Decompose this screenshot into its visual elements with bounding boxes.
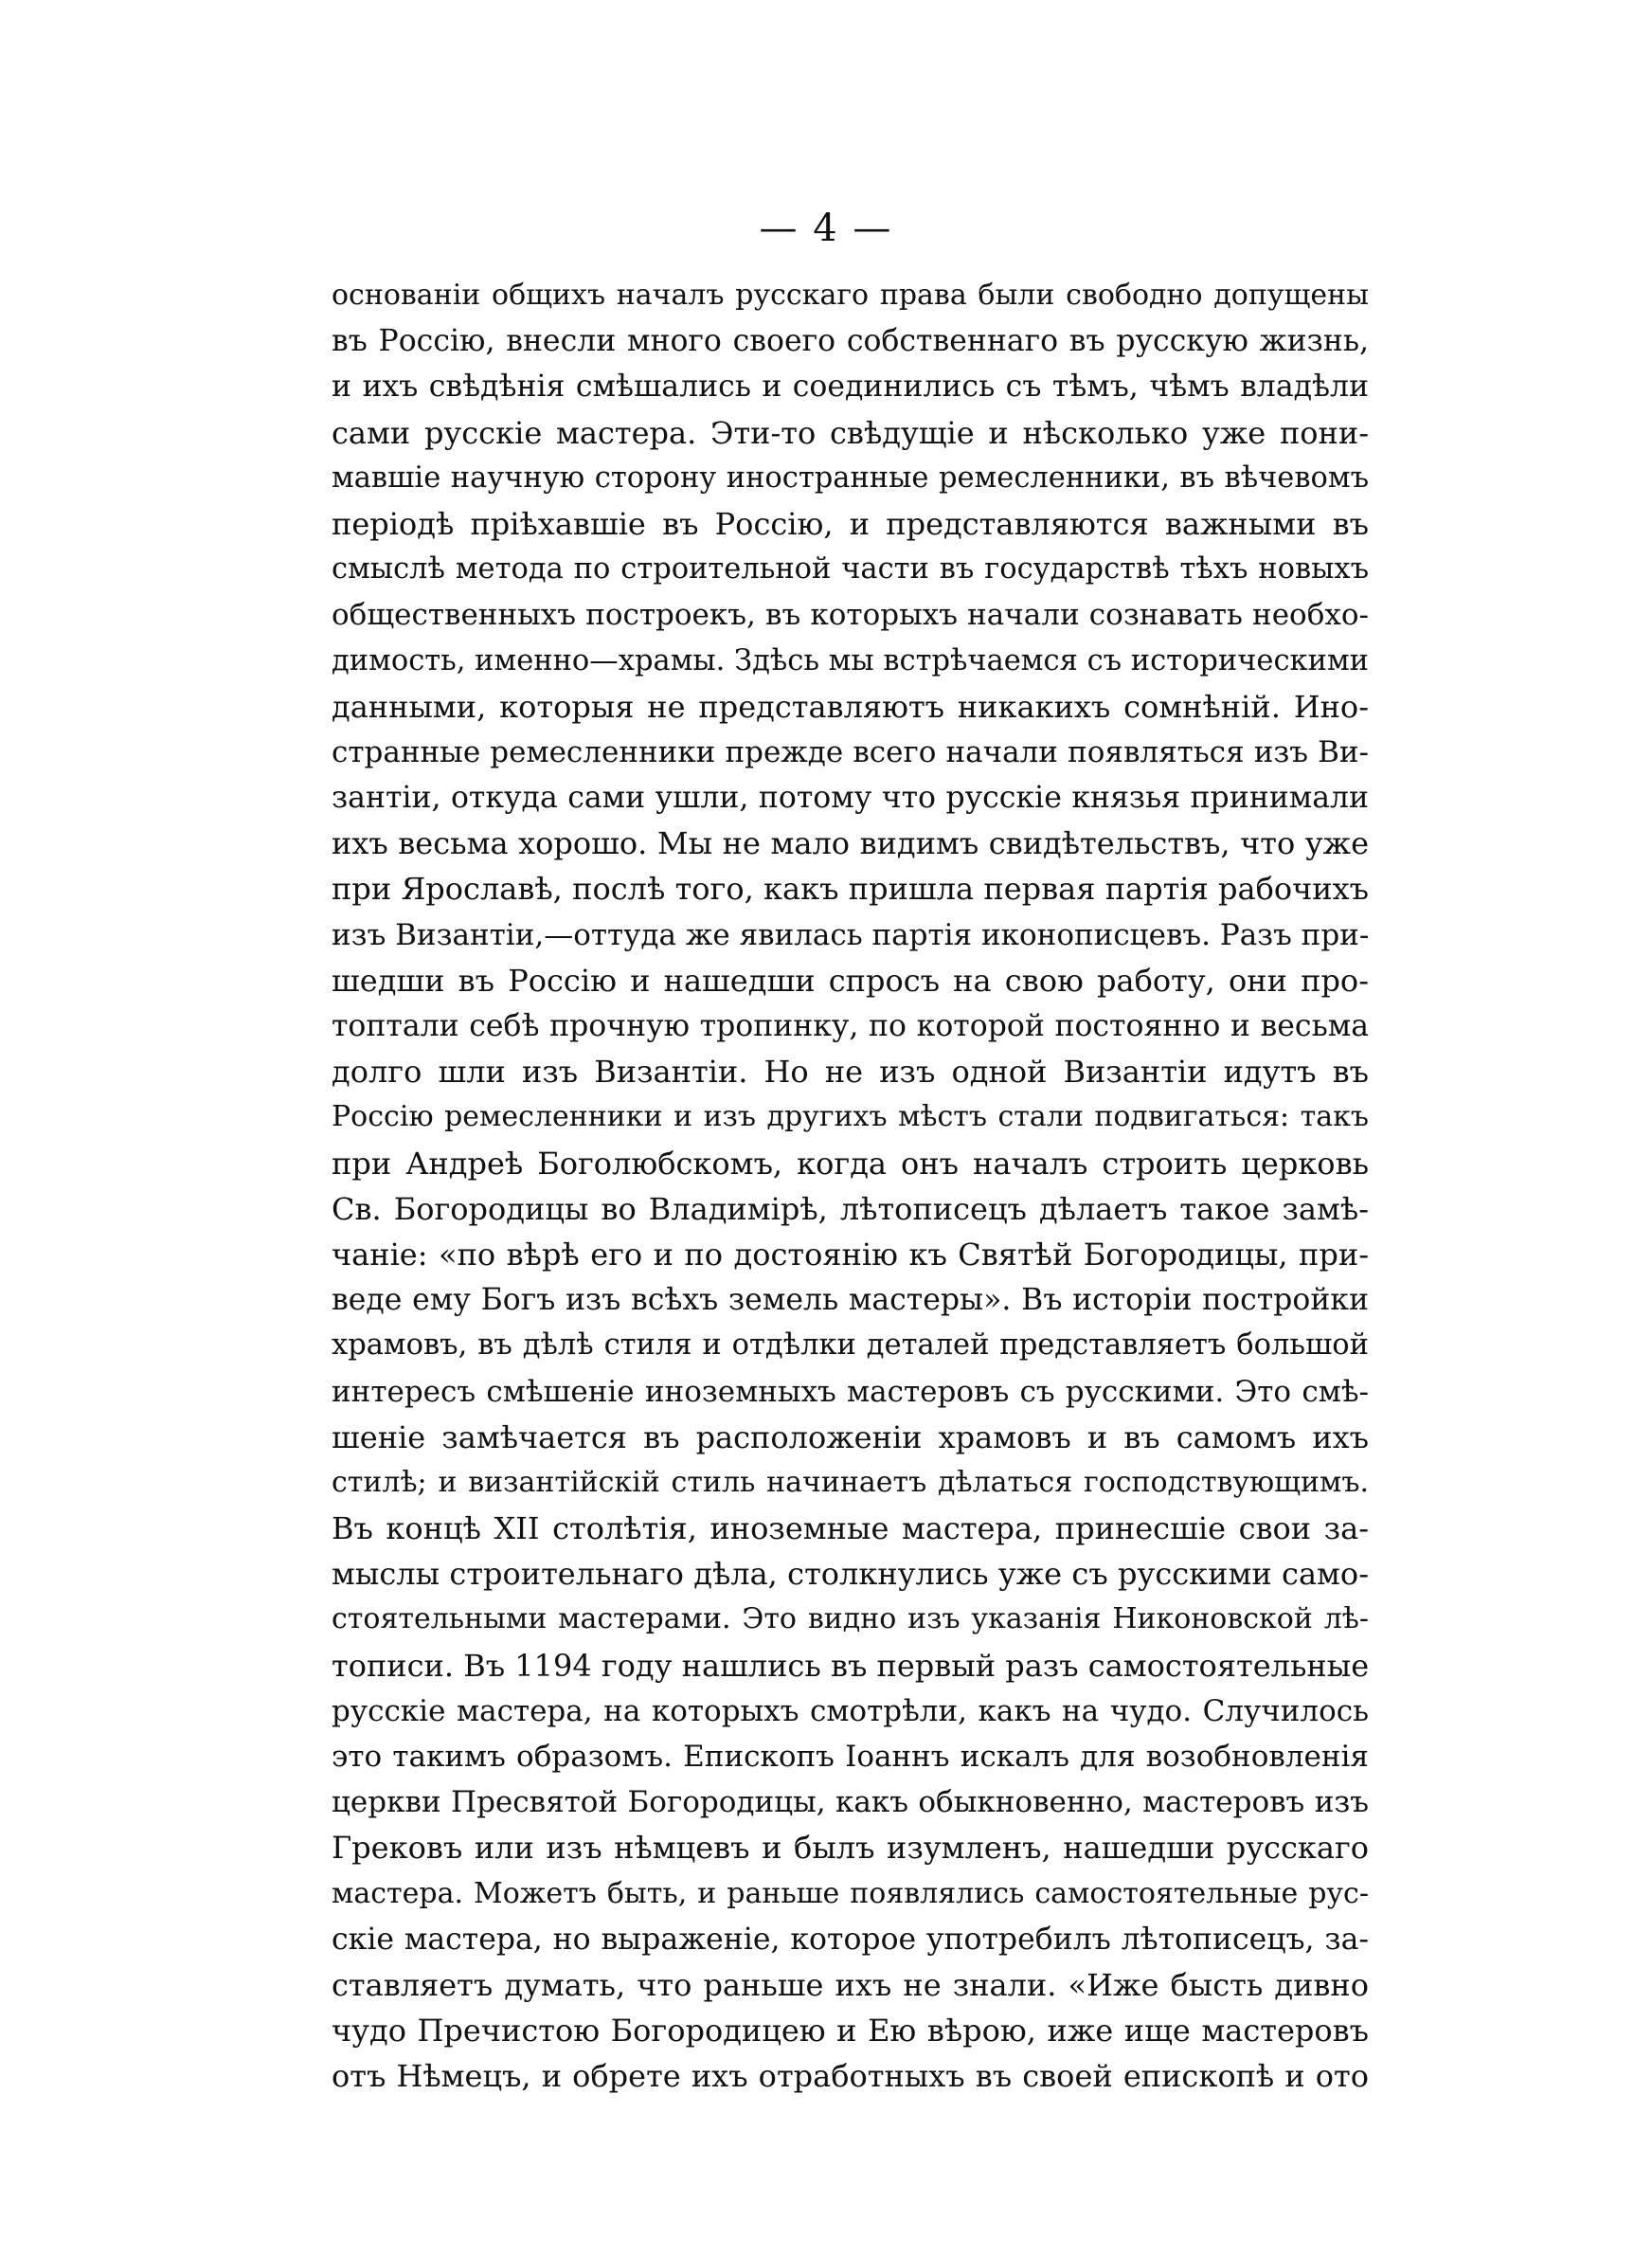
text-line: храмовъ, въ дѣлѣ стиля и отдѣлки деталей представляетъ большой <box>332 1328 1369 1363</box>
text-line: смыслѣ метода по строительной части въ государствѣ тѣхъ новыхъ <box>332 552 1369 587</box>
text-line: веде ему Богъ изъ всѣхъ земель мастеры». Въ исторiи постройки <box>332 1283 1369 1318</box>
text-line: Россiю ремесленники и изъ другихъ мѣстъ стали подвигаться: такъ <box>332 1100 1369 1134</box>
text-line: долго шли изъ Византiи. Но не изъ одной Византiи идутъ въ <box>332 1054 1369 1091</box>
text-line: Св. Богородицы во Владимiрѣ, лѣтописецъ дѣлаетъ такое замѣ- <box>332 1190 1369 1227</box>
text-line: изъ Византiи,—оттуда же явилась партiя иконописцевъ. Разъ при- <box>332 917 1370 952</box>
text-line: мавшiе научную сторону иностранные ремесленники, въ вѣчевомъ <box>332 460 1369 495</box>
body-text <box>332 273 1369 2100</box>
text-line: церкви Пресвятой Богородицы, какъ обыкновенно, мастеровъ изъ <box>332 1785 1369 1820</box>
text-line: сами русскiе мастера. Эти-то свѣдущiе и нѣсколько уже пони- <box>332 414 1369 451</box>
text-line: ихъ весьма хорошо. Мы не мало видимъ свидѣтельствъ, что уже <box>332 825 1369 862</box>
text-line: димость, именно—храмы. Здѣсь мы встрѣчаемся съ историческими <box>332 643 1369 677</box>
text-line: шенiе замѣчается въ расположенiи храмовъ и въ самомъ ихъ <box>332 1418 1369 1455</box>
text-line: чудо Пречистою Богородицею и Ею вѣрою, иже ище мастеровъ <box>332 2013 1369 2049</box>
text-line: и ихъ свѣдѣнiя смѣшались и соединились съ тѣмъ, чѣмъ владѣли <box>332 370 1369 405</box>
text-line: мастера. Можетъ быть, и раньше появлялись самостоятельные рус- <box>332 1876 1369 1910</box>
text-line: отъ Нѣмецъ, и обрете ихъ отработныхъ въ своей епископѣ и ото <box>332 2058 1369 2095</box>
text-line: скiе мастера, но выраженiе, которое употребилъ лѣтописецъ, за- <box>332 1922 1369 1957</box>
text-line: основанiи общихъ началъ русскаго права были свободно допущены <box>332 279 1369 312</box>
text-line: Въ концѣ XII столѣтiя, иноземные мастера, принесшiе свои за- <box>332 1510 1369 1547</box>
text-line: общественныхъ построекъ, въ которыхъ начали сознавать необхо- <box>332 598 1369 633</box>
text-line: странные ремесленники прежде всего начали появляться изъ Ви- <box>332 734 1369 769</box>
page-number: — 4 — <box>759 207 893 250</box>
text-line: стилѣ; и византiйскiй стиль начинаетъ дѣлаться господствующимъ. <box>332 1465 1369 1499</box>
text-line: русскiе мастера, на которыхъ смотрѣли, какъ на чудо. Случилось <box>332 1693 1369 1728</box>
text-line: въ Россiю, внесли много своего собственнаго въ русскую жизнь, <box>332 324 1369 359</box>
text-line: мыслы строительнаго дѣла, столкнулись уже съ русскими само- <box>332 1556 1369 1593</box>
text-line: шедши въ Россiю и нашедши спросъ на свою работу, они про- <box>332 962 1369 999</box>
text-line: тописи. Въ 1194 году нашлись въ первый разъ самостоятельные <box>332 1647 1370 1684</box>
text-line: при Андреѣ Боголюбскомъ, когда онъ началъ строить церковь <box>332 1145 1369 1182</box>
text-line: стоятельными мастерами. Это видно изъ указанiя Никоновской лѣ- <box>332 1602 1369 1636</box>
text-line: перiодѣ прiѣхавшiе въ Россiю, и представляются важными въ <box>332 505 1369 542</box>
text-line: это такимъ образомъ. Епископъ Iоаннъ искалъ для возобновленiя <box>332 1740 1369 1774</box>
text-line: ставляетъ думать, что раньше ихъ не знали. «Иже бысть дивно <box>332 1966 1369 2003</box>
text-line: данными, которыя не представляютъ никакихъ сомнѣнiй. Ино- <box>332 688 1369 725</box>
text-line: топтали себѣ прочную тропинку, по которой постоянно и весьма <box>332 1009 1369 1043</box>
text-line: зантiи, откуда сами ушли, потому что русскiе князья принимали <box>332 781 1369 816</box>
text-line: Грековъ или изъ нѣмцевъ и былъ изумленъ, нашедши русскаго <box>332 1830 1369 1867</box>
text-line: интересъ смѣшенiе иноземныхъ мастеровъ съ русскими. Это смѣ- <box>332 1374 1369 1409</box>
text-line: при Ярославѣ, послѣ того, какъ пришла первая партiя рабочихъ <box>332 871 1369 908</box>
text-line: чанiе: «по вѣрѣ его и по достоянiю къ Святѣй Богородицы, при- <box>332 1236 1369 1273</box>
